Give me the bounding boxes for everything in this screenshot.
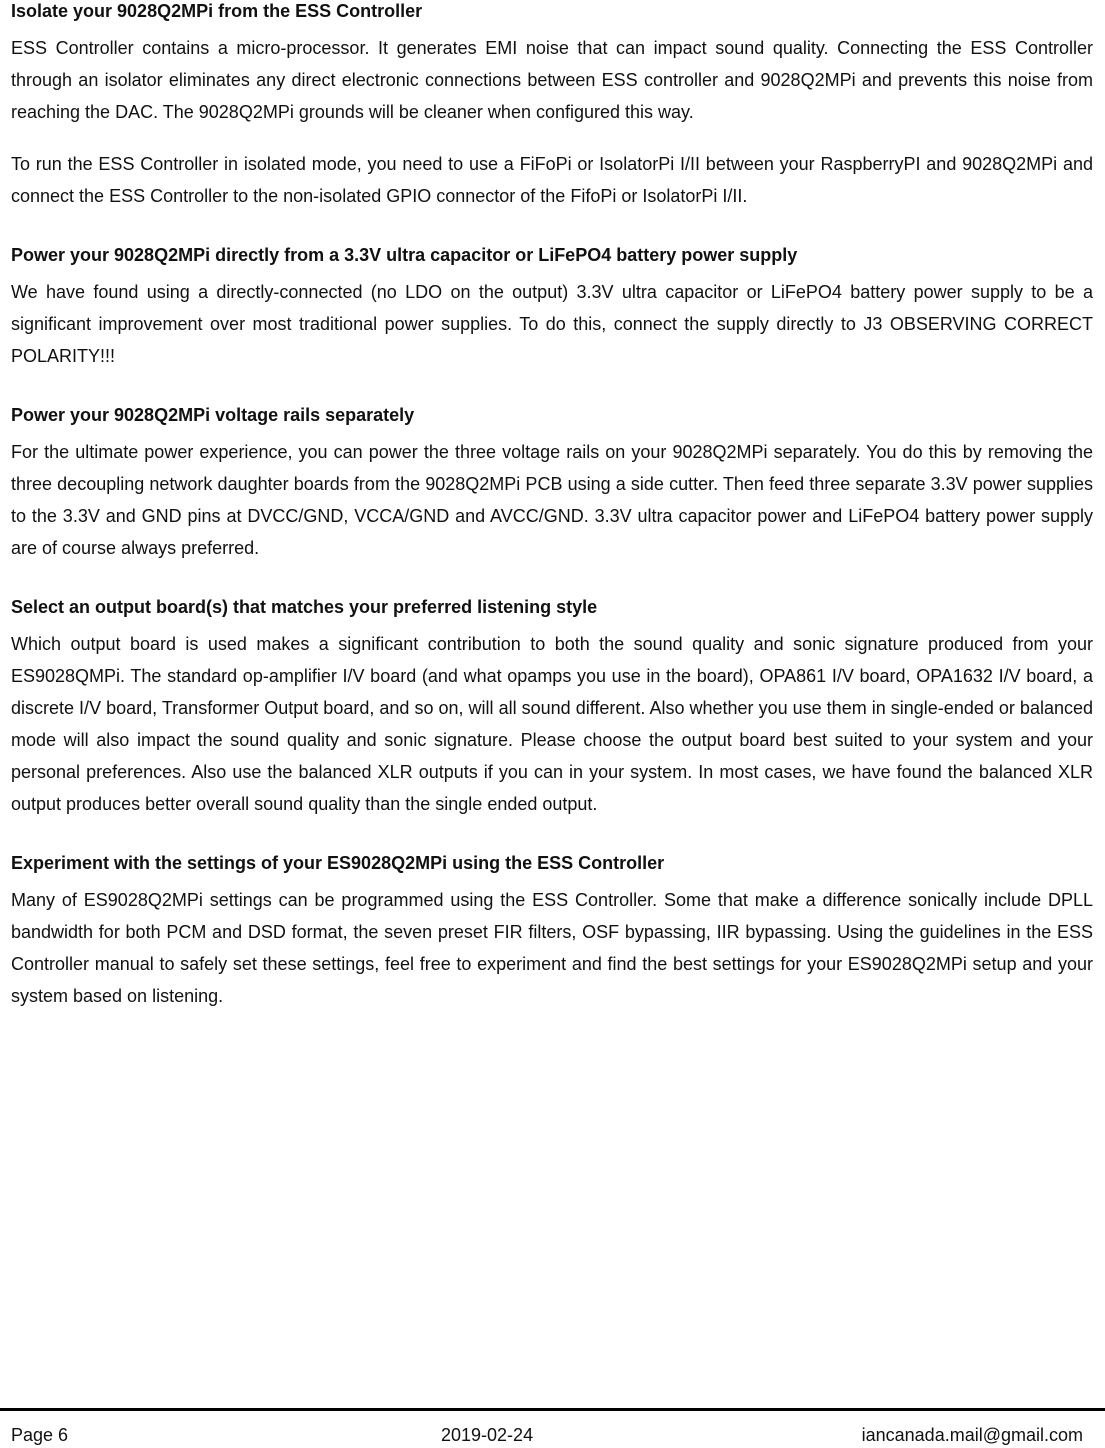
footer-date: 2019-02-24 xyxy=(441,1425,534,1445)
section-heading: Power your 9028Q2MPi voltage rails separately xyxy=(11,405,415,425)
section-paragraph: To run the ESS Controller in isolated mode, you need to use a FiFoPi or IsolatorPi I/II between your RaspberryPI and 9028Q2MPi and connect the ESS Controller to the non-isolated GPIO connector of the FifoPi or IsolatorPi I/II. xyxy=(11,154,1093,206)
section-paragraph: For the ultimate power experience, you can power the three voltage rails on your 9028Q2MPi separately. You do this by removing the three decoupling network daughter boards from the 9028Q2MPi PCB using a side cutter. Then feed three separate 3.3V power supplies to the 3.3V and GND pins at DVCC/GND, VCCA/GND and AVCC/GND. 3.3V ultra capacitor power and LiFePO4 battery power supply are of course always preferred. xyxy=(11,442,1093,558)
section-paragraph: ESS Controller contains a micro-processor. It generates EMI noise that can impact sound quality. Connecting the ESS Controller through an isolator eliminates any direct electronic connections between ESS controller and 9028Q2MPi and prevents this noise from reaching the DAC. The 9028Q2MPi grounds will be cleaner when configured this way. xyxy=(11,38,1093,122)
footer-page-number: Page 6 xyxy=(11,1425,69,1445)
section-paragraph: We have found using a directly-connected (no LDO on the output) 3.3V ultra capacitor or LiFePO4 battery power supply to be a significant improvement over most traditional power supplies. To do this, connect the supply directly to J3 OBSERVING CORRECT POLARITY!!! xyxy=(11,282,1093,366)
section-experiment xyxy=(11,852,1093,1012)
footer-divider xyxy=(0,1408,1105,1411)
section-power-rails xyxy=(11,404,1093,564)
document-body xyxy=(11,0,1093,1012)
footer-email: iancanada.mail@gmail.com xyxy=(861,1425,1083,1445)
section-power-direct xyxy=(11,244,1093,372)
section-heading: Select an output board(s) that matches your preferred listening style xyxy=(11,597,598,617)
section-paragraph: Which output board is used makes a significant contribution to both the sound quality and sonic signature produced from your ES9028QMPi. The standard op-amplifier I/V board (and what opamps you use in the board), OPA861 I/V board, OPA1632 I/V board, a discrete I/V board, Transformer Output board, and so on, will all sound different. Also whether you use them in single-ended or balanced mode will also impact the sound quality and sonic signature. Please choose the output board best suited to your system and your personal preferences. Also use the balanced XLR outputs if you can in your system. In most cases, we have found the balanced XLR output produces better overall sound quality than the single ended output. xyxy=(11,634,1093,814)
section-isolate xyxy=(11,0,1093,212)
section-paragraph: Many of ES9028Q2MPi settings can be programmed using the ESS Controller. Some that make a difference sonically include DPLL bandwidth for both PCM and DSD format, the seven preset FIR filters, OSF bypassing, IIR bypassing. Using the guidelines in the ESS Controller manual to safely set these settings, feel free to experiment and find the best settings for your ES9028Q2MPi setup and your system based on listening. xyxy=(11,890,1093,1006)
section-heading: Experiment with the settings of your ES9028Q2MPi using the ESS Controller xyxy=(11,853,665,873)
section-heading: Isolate your 9028Q2MPi from the ESS Controller xyxy=(11,1,423,21)
section-heading: Power your 9028Q2MPi directly from a 3.3V ultra capacitor or LiFePO4 battery power supply xyxy=(11,245,798,265)
section-output-board xyxy=(11,596,1093,820)
